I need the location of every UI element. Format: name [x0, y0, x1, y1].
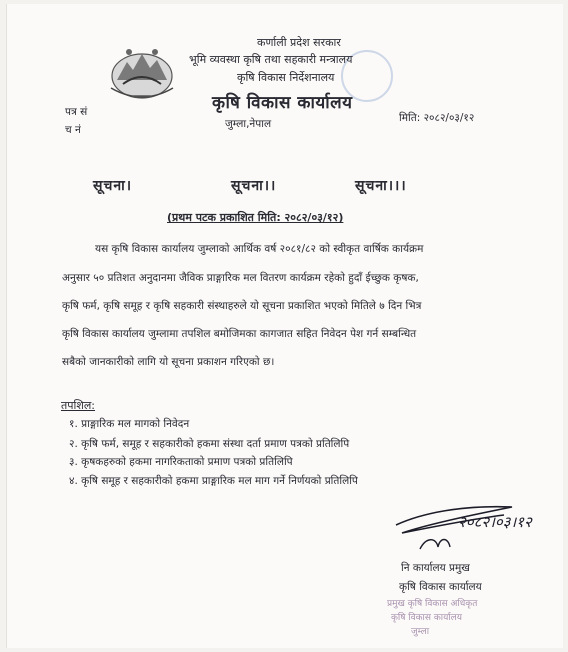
attachment-item: १. प्राङ्गारिक मल मागको निवेदन [69, 418, 190, 430]
attachment-item: २. कृषि फर्म, समूह र सहकारीको हकमा संस्था दर्ता प्रमाण पत्रको प्रतिलिपि [69, 438, 350, 450]
notice-heading-1: सूचना। [93, 178, 133, 194]
notice-heading-3: सूचना।।। [355, 178, 407, 194]
signatory-designation: नि कार्यालय प्रमुख [401, 562, 470, 574]
seal-line-1: प्रमुख कृषि विकास अधिकृत [387, 599, 478, 609]
body-line: कृषि फर्म, कृषि समूह र कृषि सहकारी संस्थाहरुले यो सूचना प्रकाशित भएको मितिले ७ दिन भित्र [62, 300, 422, 312]
signatory-office: कृषि विकास कार्यालय [399, 581, 482, 593]
government-emblem-icon [103, 40, 181, 106]
body-line: सबैको जानकारीको लागि यो सूचना प्रकाशन गरिएको छ। [62, 356, 275, 368]
seal-line-3: जुम्ला [411, 627, 430, 637]
body-line: यस कृषि विकास कार्यालय जुम्लाको आर्थिक वर्ष २०८१/८२ को स्वीकृत वार्षिक कार्यक्रम [95, 243, 424, 255]
attachment-item: ४. कृषि समूह र सहकारीको हकमा प्राङ्गारिक मल माग गर्ने निर्णयको प्रतिलिपि [69, 475, 358, 487]
body-line: अनुसार ५० प्रतिशत अनुदानमा जैविक प्राङ्गारिक मल वितरण कार्यक्रम रहेको हुदाँ ईच्छुक कृषक, [62, 272, 419, 284]
letter-date: मिति: २०८२/०३/१२ [399, 112, 475, 124]
body-line: कृषि विकास कार्यालय जुम्लामा तपशिल बमोजिमका कागजात सहित निवेदन पेश गर्न सम्बन्धित [62, 328, 417, 340]
office-name: कृषि विकास कार्यालय [212, 93, 353, 113]
header-line-1: कर्णाली प्रदेश सरकार [257, 36, 341, 49]
svg-text:२०८२।०३।१२: २०८२।०३।१२ [458, 513, 532, 531]
header-line-2: भूमि व्यवस्था कृषि तथा सहकारी मन्त्रालय [189, 53, 353, 66]
attachment-item: ३. कृषकहरुको हकमा नागरिकताको प्रमाण पत्रको प्रतिलिपि [69, 456, 293, 468]
attachments-title: तपशिल: [61, 399, 96, 412]
office-location: जुम्ला,नेपाल [225, 118, 272, 130]
notice-document [6, 4, 563, 648]
dispatch-number-label: च नं [65, 124, 81, 136]
header-line-3: कृषि विकास निर्देशनालय [237, 71, 335, 84]
notice-heading-2: सूचना।। [231, 178, 277, 194]
seal-line-2: कृषि विकास कार्यालय [391, 613, 462, 623]
publication-date: (प्रथम पटक प्रकाशित मिति: २०८२/०३/१२) [167, 211, 344, 224]
handwritten-signature-image [392, 497, 567, 557]
letter-number-label: पत्र सं [65, 106, 88, 118]
